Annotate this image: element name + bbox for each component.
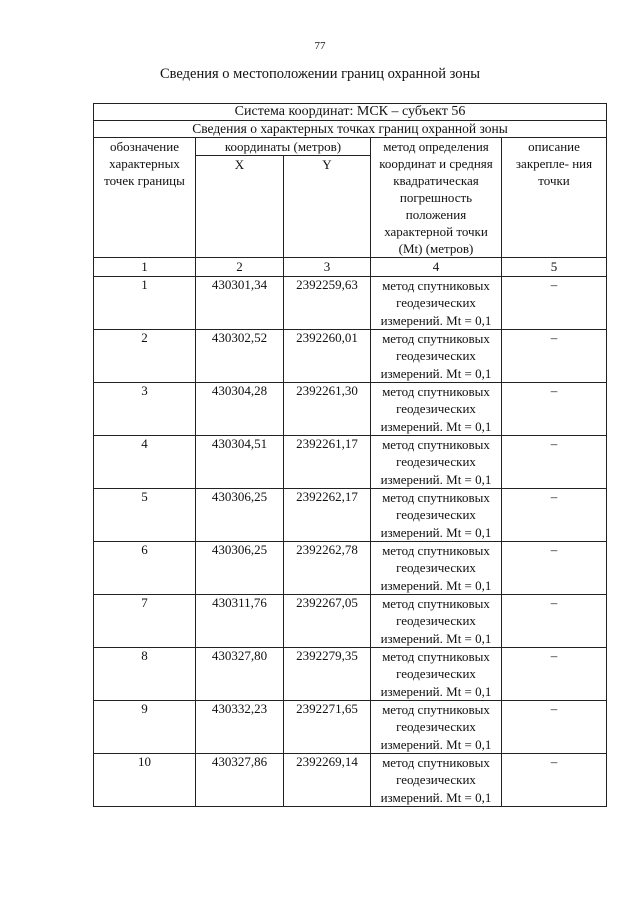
description-cell: – <box>502 648 607 701</box>
y-coordinate-cell: 2392271,65 <box>284 701 371 754</box>
point-cell: 8 <box>94 648 196 701</box>
y-coordinate-cell: 2392262,78 <box>284 542 371 595</box>
description-cell: – <box>502 330 607 383</box>
x-coordinate-cell: 430306,25 <box>196 542 284 595</box>
y-coordinate-cell: 2392279,35 <box>284 648 371 701</box>
y-coordinate-cell: 2392269,14 <box>284 754 371 807</box>
x-coordinate-cell: 430327,80 <box>196 648 284 701</box>
description-cell: – <box>502 754 607 807</box>
x-coordinate-cell: 430327,86 <box>196 754 284 807</box>
x-coordinate-cell: 430304,28 <box>196 383 284 436</box>
column-number: 1 <box>94 258 196 277</box>
table-row <box>94 489 607 542</box>
column-number: 3 <box>284 258 371 277</box>
point-cell: 6 <box>94 542 196 595</box>
method-cell: метод спутниковых геодезических измерений. Mt = 0,1 <box>371 383 502 436</box>
table-row <box>94 754 607 807</box>
table-row <box>94 648 607 701</box>
table-row <box>94 436 607 489</box>
boundary-points-table <box>93 103 607 807</box>
method-cell: метод спутниковых геодезических измерений. Mt = 0,1 <box>371 648 502 701</box>
y-coordinate-cell: 2392261,30 <box>284 383 371 436</box>
column-number: 2 <box>196 258 284 277</box>
table-row <box>94 277 607 330</box>
y-coordinate-cell: 2392262,17 <box>284 489 371 542</box>
point-cell: 7 <box>94 595 196 648</box>
point-label-header: обозначение характерных точек границы <box>94 138 196 258</box>
method-cell: метод спутниковых геодезических измерений. Mt = 0,1 <box>371 542 502 595</box>
description-cell: – <box>502 277 607 330</box>
section-title-cell: Сведения о характерных точках границ охранной зоны <box>94 121 607 138</box>
x-coordinate-cell: 430304,51 <box>196 436 284 489</box>
point-cell: 1 <box>94 277 196 330</box>
method-cell: метод спутниковых геодезических измерений. Mt = 0,1 <box>371 277 502 330</box>
column-number: 5 <box>502 258 607 277</box>
point-cell: 2 <box>94 330 196 383</box>
description-cell: – <box>502 489 607 542</box>
method-header: метод определения координат и средняя квадратическая погрешность положения характерной точки (Mt) (метров) <box>371 138 502 258</box>
x-coordinate-cell: 430311,76 <box>196 595 284 648</box>
method-cell: метод спутниковых геодезических измерений. Mt = 0,1 <box>371 701 502 754</box>
method-cell: метод спутниковых геодезических измерений. Mt = 0,1 <box>371 489 502 542</box>
point-cell: 9 <box>94 701 196 754</box>
method-cell: метод спутниковых геодезических измерений. Mt = 0,1 <box>371 436 502 489</box>
method-cell: метод спутниковых геодезических измерений. Mt = 0,1 <box>371 330 502 383</box>
x-header: X <box>196 156 284 258</box>
y-header: Y <box>284 156 371 258</box>
y-coordinate-cell: 2392260,01 <box>284 330 371 383</box>
x-coordinate-cell: 430332,23 <box>196 701 284 754</box>
coordinate-system-cell: Система координат: МСК – субъект 56 <box>94 104 607 121</box>
table-row <box>94 383 607 436</box>
description-cell: – <box>502 542 607 595</box>
point-cell: 5 <box>94 489 196 542</box>
x-coordinate-cell: 430302,52 <box>196 330 284 383</box>
x-coordinate-cell: 430306,25 <box>196 489 284 542</box>
description-cell: – <box>502 595 607 648</box>
document-title: Сведения о местоположении границ охранной зоны <box>159 66 480 82</box>
y-coordinate-cell: 2392267,05 <box>284 595 371 648</box>
x-coordinate-cell: 430301,34 <box>196 277 284 330</box>
method-cell: метод спутниковых геодезических измерений. Mt = 0,1 <box>371 754 502 807</box>
table-row <box>94 542 607 595</box>
table-row <box>94 595 607 648</box>
page-number: 77 <box>314 40 326 52</box>
description-header: описание закрепле- ния точки <box>502 138 607 258</box>
method-cell: метод спутниковых геодезических измерений. Mt = 0,1 <box>371 595 502 648</box>
point-cell: 4 <box>94 436 196 489</box>
description-cell: – <box>502 383 607 436</box>
point-cell: 10 <box>94 754 196 807</box>
description-cell: – <box>502 436 607 489</box>
table-row <box>94 330 607 383</box>
y-coordinate-cell: 2392259,63 <box>284 277 371 330</box>
column-number: 4 <box>371 258 502 277</box>
point-cell: 3 <box>94 383 196 436</box>
y-coordinate-cell: 2392261,17 <box>284 436 371 489</box>
description-cell: – <box>502 701 607 754</box>
table-row <box>94 701 607 754</box>
coordinates-header: координаты (метров) <box>196 138 371 156</box>
